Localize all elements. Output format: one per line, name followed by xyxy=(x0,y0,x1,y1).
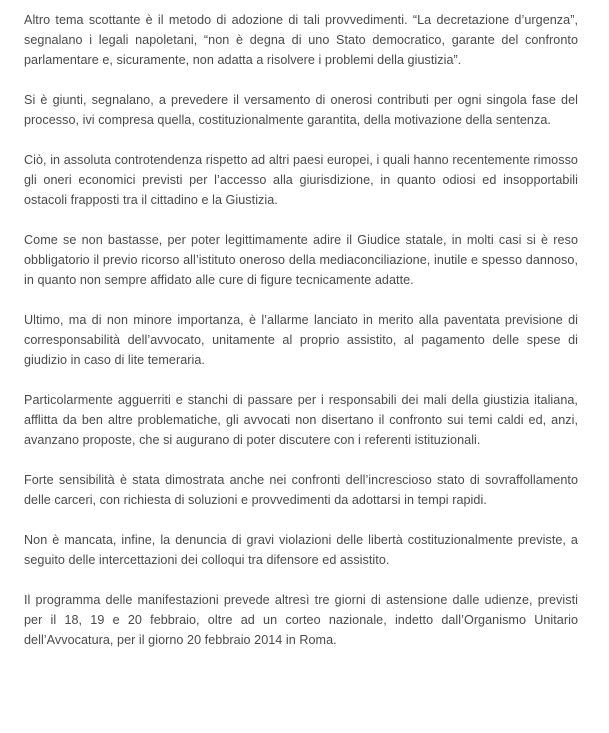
paragraph-proposte: Particolarmente agguerriti e stanchi di passare per i responsabili dei mali della giustizia italiana, afflitta da ben altre problematiche, gli avvocati non disertano il confronto sui temi caldi ed, anzi, avanzano proposte, che si augurano di poter discutere con i referenti istituzionali. xyxy=(24,393,578,447)
paragraph-corresponsabilita: Ultimo, ma di non minore importanza, è l’allarme lanciato in merito alla paventata previsione di corresponsabilità dell’avvocato, unitamente al proprio assistito, al pagamento delle spese di giudizio in caso di lite temeraria. xyxy=(24,313,578,367)
paragraph-carceri: Forte sensibilità è stata dimostrata anche nei confronti dell’increscioso stato di sovraffollamento delle carceri, con richiesta di soluzioni e provvedimenti da adottarsi in tempi rapidi. xyxy=(24,473,578,507)
paragraph-programma: Il programma delle manifestazioni prevede altresì tre giorni di astensione dalle udienze, previsti per il 18, 19 e 20 febbraio, oltre ad un corteo nazionale, indetto dall’Organismo Unitario dell’Avvocatura, per il giorno 20 febbraio 2014 in Roma. xyxy=(24,593,578,647)
paragraph-intercettazioni: Non è mancata, infine, la denuncia di gravi violazioni delle libertà costituzionalmente previste, a seguito delle intercettazioni dei colloqui tra difensore ed assistito. xyxy=(24,533,578,567)
paragraph-controtendenza: Ciò, in assoluta controtendenza rispetto ad altri paesi europei, i quali hanno recentemente rimosso gli oneri economici previsti per l’accesso alla giurisdizione, in quanto odiosi ed insopportabili ostacoli frapposti tra il cittadino e la Giustizia. xyxy=(24,153,578,207)
paragraph-mediaconciliazione: Come se non bastasse, per poter legittimamente adire il Giudice statale, in molti casi si è reso obbligatorio il previo ricorso all’istituto oneroso della mediaconciliazione, inutile e spesso dannoso, in quanto non sempre affidato alle cure di figure tecnicamente adatte. xyxy=(24,233,578,287)
paragraph-decretazione: Altro tema scottante è il metodo di adozione di tali provvedimenti. “La decretazione d’urgenza”, segnalano i legali napoletani, “non è degna di uno Stato democratico, garante del confronto parlamentare e, sicuramente, non adatta a risolvere i problemi della giustizia”. xyxy=(24,13,578,67)
paragraph-contributi: Si è giunti, segnalano, a prevedere il versamento di onerosi contributi per ogni singola fase del processo, ivi compresa quella, costituzionalmente garantita, della motivazione della sentenza. xyxy=(24,93,578,127)
